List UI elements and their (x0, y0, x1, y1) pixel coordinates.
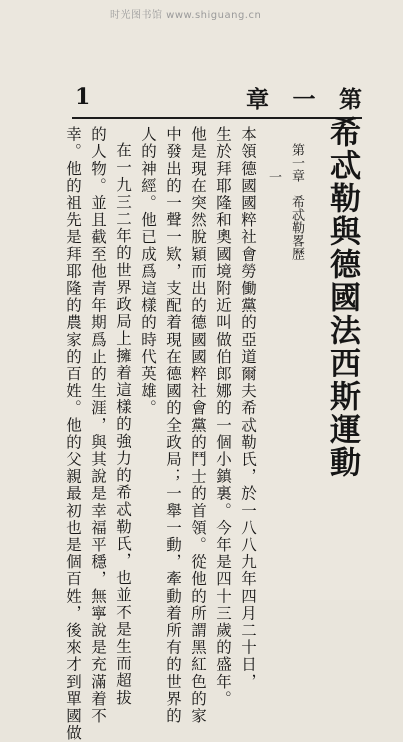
text-column: 生於拜耶隆和奧國境附近叫做伯郎娜的一個小鎮裏。今年是四十三歲的盛年。 (214, 126, 232, 708)
section-number: 一 (266, 170, 281, 183)
book-title: 希忒勒與德國法西斯運動 (324, 116, 360, 479)
watermark: 时光图书馆 www.shiguang.cn (110, 10, 262, 21)
text-column: 人的神經。他已成爲這樣的時代英雄。 (139, 126, 157, 417)
chapter-header-char: 第 (339, 85, 362, 113)
text-column: 在一九三二年的世界政局上擁着這樣的強力的希忒勒氏，也並不是生而超拔 (114, 142, 132, 707)
header-rule (72, 117, 362, 119)
text-column: 本領德國國粹社會勞働黨的亞道爾夫希忒勒氏，於一八八九年四月二十日， (239, 126, 257, 691)
chapter-running-header (246, 85, 362, 113)
page-number: 1 (75, 84, 91, 110)
text-column: 他是現在突然脫穎而出的德國國粹社會黨的鬥士的首領。從他的所謂黑紅色的家 (189, 126, 207, 725)
chapter-heading: 第一章 希忒勒畧歷 (289, 143, 304, 260)
text-column: 幸。他的祖先是拜耶隆的農家的百姓。他的父親最初也是個百姓，後來才到單國做 (64, 126, 82, 742)
chapter-header-char: 一 (292, 85, 316, 113)
chapter-header-char: 章 (246, 85, 269, 113)
text-column: 中發出的一聲一欵，支配着現在德國的全政局；一舉一動，牽動着所有的世界的 (164, 126, 182, 725)
text-column: 的人物。並且截至他青年期爲止的生涯，與其說是幸福平穩，無寧說是充滿着不 (89, 126, 107, 725)
